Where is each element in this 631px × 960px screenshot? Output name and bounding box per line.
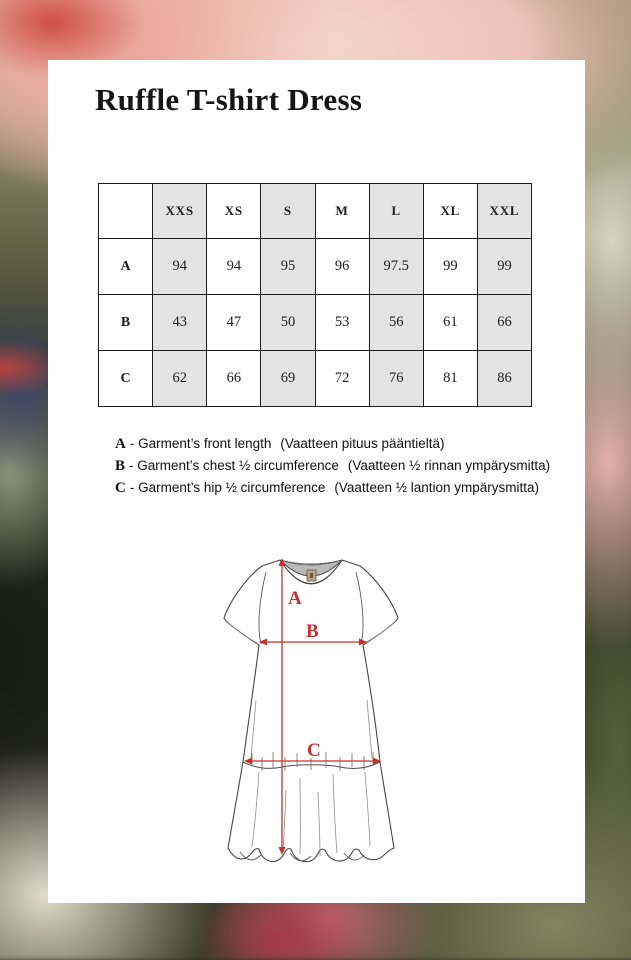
- size-value-cell: 69: [261, 351, 315, 407]
- size-value-cell: 96: [315, 239, 369, 295]
- size-table-head: [99, 184, 532, 239]
- size-column-header: XXS: [153, 184, 207, 239]
- measure-label-b: B: [306, 621, 319, 642]
- size-value-cell: 62: [153, 351, 207, 407]
- page-title: Ruffle T-shirt Dress: [95, 82, 363, 117]
- legend-row: [115, 433, 550, 455]
- legend-text-fi: (Vaatteen ½ lantion ympärysmitta): [334, 480, 540, 495]
- legend-row: [115, 477, 550, 499]
- legend-text-en: - Garment’s front length: [129, 436, 272, 451]
- size-table-body: [99, 239, 532, 407]
- size-value-cell: 43: [153, 295, 207, 351]
- measure-label-c: C: [307, 740, 321, 761]
- size-value-cell: 81: [423, 351, 477, 407]
- legend-text-fi: (Vaatteen pituus pääntieltä): [280, 436, 445, 451]
- size-value-cell: 50: [261, 295, 315, 351]
- measure-label-a: A: [288, 588, 302, 609]
- size-value-cell: 61: [423, 295, 477, 351]
- size-value-cell: 66: [207, 351, 261, 407]
- legend-letter: C: [115, 480, 126, 496]
- measurement-legend: [115, 433, 550, 499]
- legend-text-fi: (Vaatteen ½ rinnan ympärysmitta): [347, 458, 551, 473]
- measurement-row-header: B: [99, 295, 153, 351]
- size-table-row: [99, 239, 532, 295]
- size-table-header-row: [99, 184, 532, 239]
- size-value-cell: 97.5: [369, 239, 423, 295]
- size-column-header: XXL: [477, 184, 531, 239]
- size-column-header: XL: [423, 184, 477, 239]
- legend-letter: A: [115, 436, 126, 452]
- legend-letter: B: [115, 458, 126, 474]
- neck-label-mark: [310, 573, 313, 578]
- dress-diagram: [190, 545, 450, 890]
- measurement-row-header: C: [99, 351, 153, 407]
- size-column-header: L: [369, 184, 423, 239]
- size-value-cell: 47: [207, 295, 261, 351]
- size-value-cell: 66: [477, 295, 531, 351]
- size-value-cell: 86: [477, 351, 531, 407]
- size-value-cell: 72: [315, 351, 369, 407]
- size-value-cell: 94: [153, 239, 207, 295]
- measurement-row-header: A: [99, 239, 153, 295]
- legend-text-en: - Garment’s hip ½ circumference: [129, 480, 326, 495]
- size-value-cell: 94: [207, 239, 261, 295]
- size-table-row: [99, 295, 532, 351]
- size-table-row: [99, 351, 532, 407]
- size-value-cell: 56: [369, 295, 423, 351]
- size-table-corner-cell: [99, 184, 153, 239]
- size-table: [98, 183, 532, 407]
- size-value-cell: 95: [261, 239, 315, 295]
- size-column-header: XS: [207, 184, 261, 239]
- legend-text-en: - Garment’s chest ½ circumference: [129, 458, 339, 473]
- legend-row: [115, 455, 550, 477]
- size-column-header: S: [261, 184, 315, 239]
- size-column-header: M: [315, 184, 369, 239]
- size-value-cell: 76: [369, 351, 423, 407]
- size-value-cell: 99: [477, 239, 531, 295]
- size-guide-card: [48, 60, 585, 903]
- dress-outline: [224, 560, 398, 862]
- size-value-cell: 99: [423, 239, 477, 295]
- size-value-cell: 53: [315, 295, 369, 351]
